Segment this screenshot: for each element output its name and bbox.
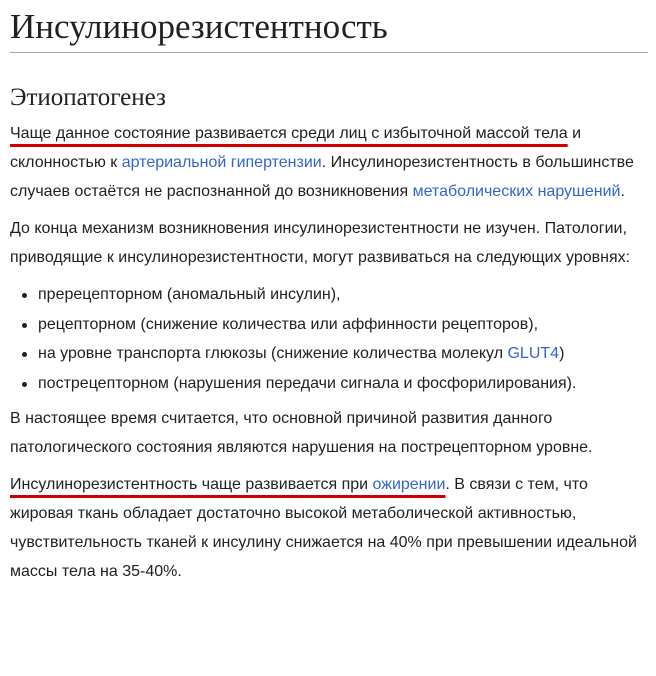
link-arterial-hypertension[interactable]: артериальной гипертензии <box>121 154 322 171</box>
list-item <box>38 339 648 369</box>
paragraph-3: В настоящее время считается, что основной причиной развития данного патологического состояния являются нарушения на пострецепторном уровне. <box>10 410 593 456</box>
levels-list <box>10 280 648 398</box>
link-metabolic-disorders[interactable]: метаболических нарушений <box>412 183 621 200</box>
list-item: пострецепторном (нарушения передачи сигнала и фосфорилирования). <box>38 369 648 399</box>
list-item-text: на уровне транспорта глюкозы (снижение количества молекул <box>38 345 508 362</box>
highlighted-text: Инсулинорезистентность чаще развивается при <box>10 476 373 493</box>
highlighted-sentence: Чаще данное состояние развивается среди лиц с избыточной массой тела <box>10 125 568 142</box>
page-title: Инсулинорезистентность <box>10 0 648 53</box>
paragraph-1-text-3: . <box>620 183 625 200</box>
paragraph-4 <box>10 470 648 586</box>
paragraph-1 <box>10 119 648 206</box>
paragraph-4-rest: . В связи с тем, что жировая ткань обладает достаточно высокой метаболической активностью, чувствительность тканей к инсулину снижается на 40% при превышении идеальной массы тела на 35-40%. <box>10 476 637 580</box>
link-glut4[interactable]: GLUT4 <box>507 345 560 362</box>
paragraph-2: До конца механизм возникновения инсулинорезистентности не изучен. Патологии, приводящие к инсулинорезистентности, могут развиваться на следующих уровнях: <box>10 220 631 266</box>
section-heading: Этиопатогенез <box>10 84 166 111</box>
link-obesity[interactable]: ожирении <box>372 476 446 493</box>
paragraph-1-text-2: . Инсулинорезистентность в большинстве случаев остаётся не распознанной до возникновения <box>10 154 634 200</box>
highlighted-sentence-2 <box>10 476 445 493</box>
paragraph-1-text-1: и склонностью к <box>10 125 582 171</box>
list-item: пререцепторном (аномальный инсулин), <box>38 280 648 310</box>
list-item-end: ) <box>559 345 565 362</box>
list-item: рецепторном (снижение количества или аффинности рецепторов), <box>38 310 648 340</box>
